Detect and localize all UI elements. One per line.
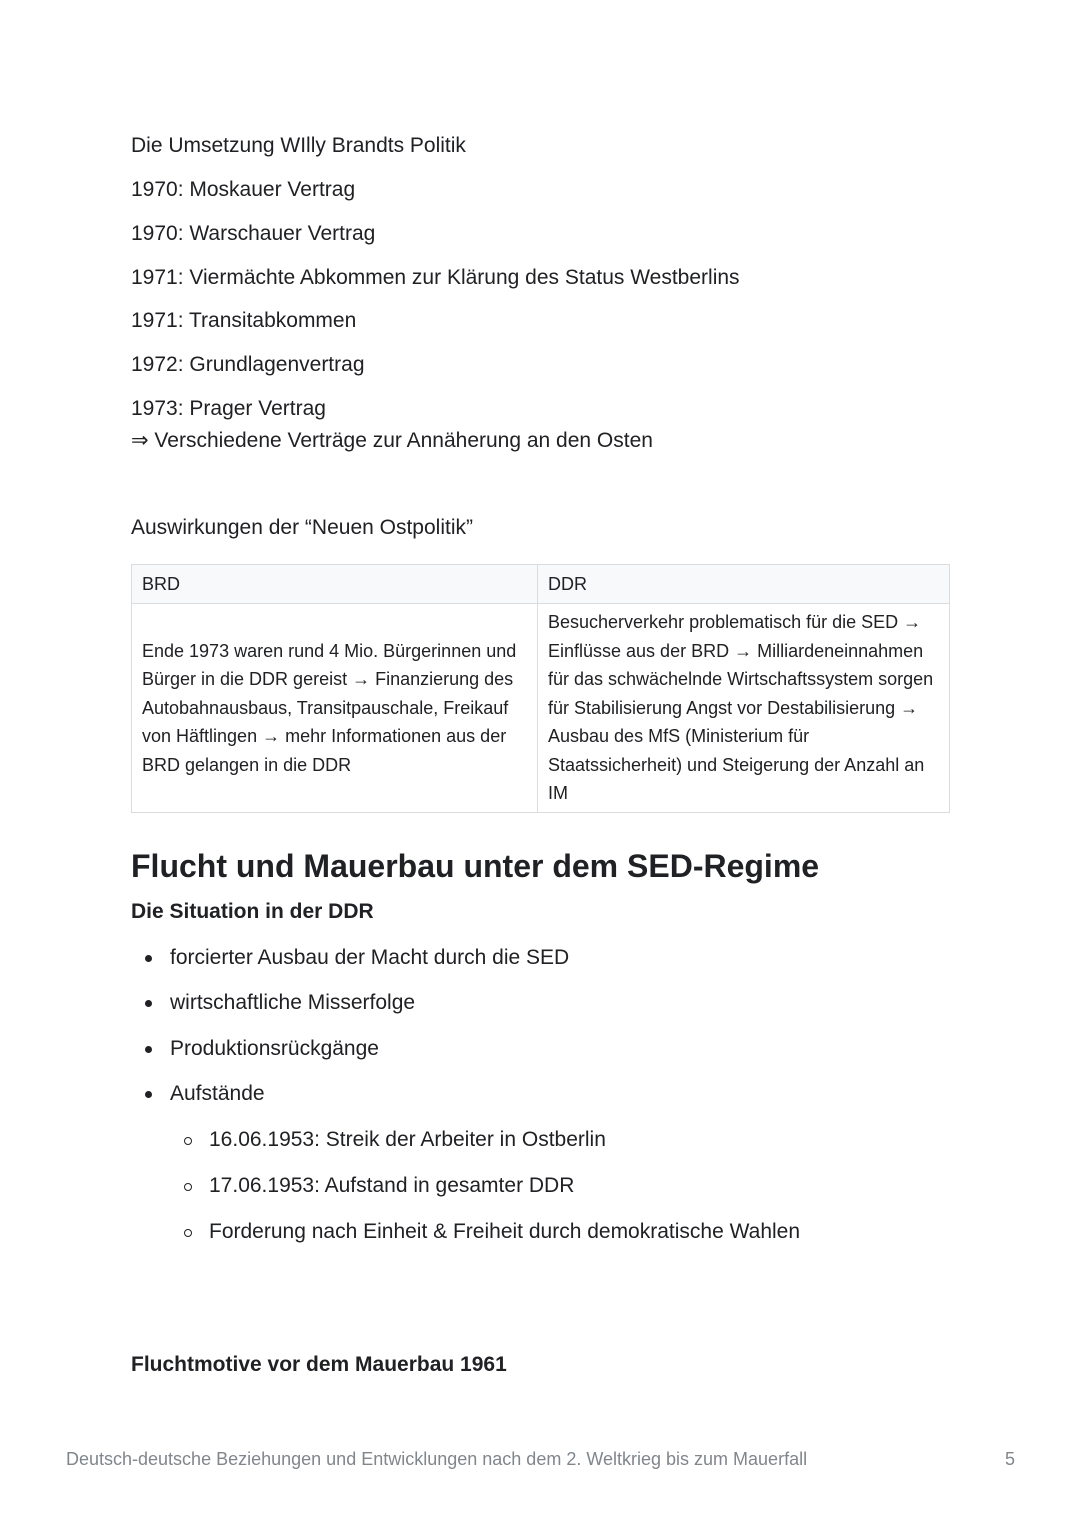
table-header-row (132, 565, 950, 604)
sub-list-item: Forderung nach Einheit & Freiheit durch demokratische Wahlen (209, 1220, 801, 1243)
list-item: wirtschaftliche Misserfolge (170, 991, 416, 1014)
header-brd: BRD (132, 565, 538, 604)
list-item: forcierter Ausbau der Macht durch die SED (170, 946, 570, 969)
sub-bullet-icon (184, 1229, 192, 1237)
treaty-item: 1970: Moskauer Vertrag (131, 178, 356, 201)
sub-bullet-icon (184, 1183, 192, 1191)
treaty-item: 1973: Prager Vertrag (131, 397, 326, 420)
page-heading: Flucht und Mauerbau unter dem SED-Regime (131, 848, 820, 884)
bullet-icon (145, 1091, 152, 1098)
treaty-item: 1972: Grundlagenvertrag (131, 353, 365, 376)
footer-title: Deutsch-deutsche Beziehungen und Entwicklungen nach dem 2. Weltkrieg bis zum Mauerfall (66, 1449, 808, 1469)
treaty-item: 1971: Transitabkommen (131, 309, 357, 332)
sub-list-item: 17.06.1953: Aufstand in gesamter DDR (209, 1174, 575, 1197)
table-row (132, 604, 950, 813)
bullet-icon (145, 955, 152, 962)
cell-ddr: Besucherverkehr problematisch für die SED → Einflüsse aus der BRD → Milliardeneinnahmen für das schwächelnde Wirtschaftssystem sorgen für Stabilisierung Angst vor Destabilisierung → Ausbau des MfS (Ministerium für Staatssicherheit) und Steigerung der Anzahl an IM (538, 604, 950, 813)
header-ddr: DDR (538, 565, 950, 604)
list-item: Aufstände (170, 1082, 265, 1105)
subheading: Die Situation in der DDR (131, 900, 374, 923)
motives-heading: Fluchtmotive vor dem Mauerbau 1961 (131, 1353, 507, 1376)
sub-bullet-icon (184, 1137, 192, 1145)
table-caption: Auswirkungen der “Neuen Ostpolitik” (131, 516, 473, 539)
bullet-icon (145, 1000, 152, 1007)
treaty-item: 1971: Viermächte Abkommen zur Klärung des Status Westberlins (131, 266, 740, 289)
cell-brd: Ende 1973 waren rund 4 Mio. Bürgerinnen und Bürger in die DDR gereist → Finanzierung des Autobahnausbaus, Transitpauschale, Freikauf von Häftlingen → mehr Informationen aus der BRD gelangen in die DDR (132, 604, 538, 813)
section-title: Die Umsetzung WIlly Brandts Politik (131, 134, 466, 157)
page-number: 5 (1005, 1449, 1016, 1469)
bullet-icon (145, 1046, 152, 1053)
effects-table (131, 564, 950, 813)
sub-list-item: 16.06.1953: Streik der Arbeiter in Ostberlin (209, 1128, 606, 1151)
treaty-item: 1970: Warschauer Vertrag (131, 222, 376, 245)
list-item: Produktionsrückgänge (170, 1037, 379, 1060)
conclusion-text: ⇒ Verschiedene Verträge zur Annäherung an den Osten (131, 429, 653, 452)
